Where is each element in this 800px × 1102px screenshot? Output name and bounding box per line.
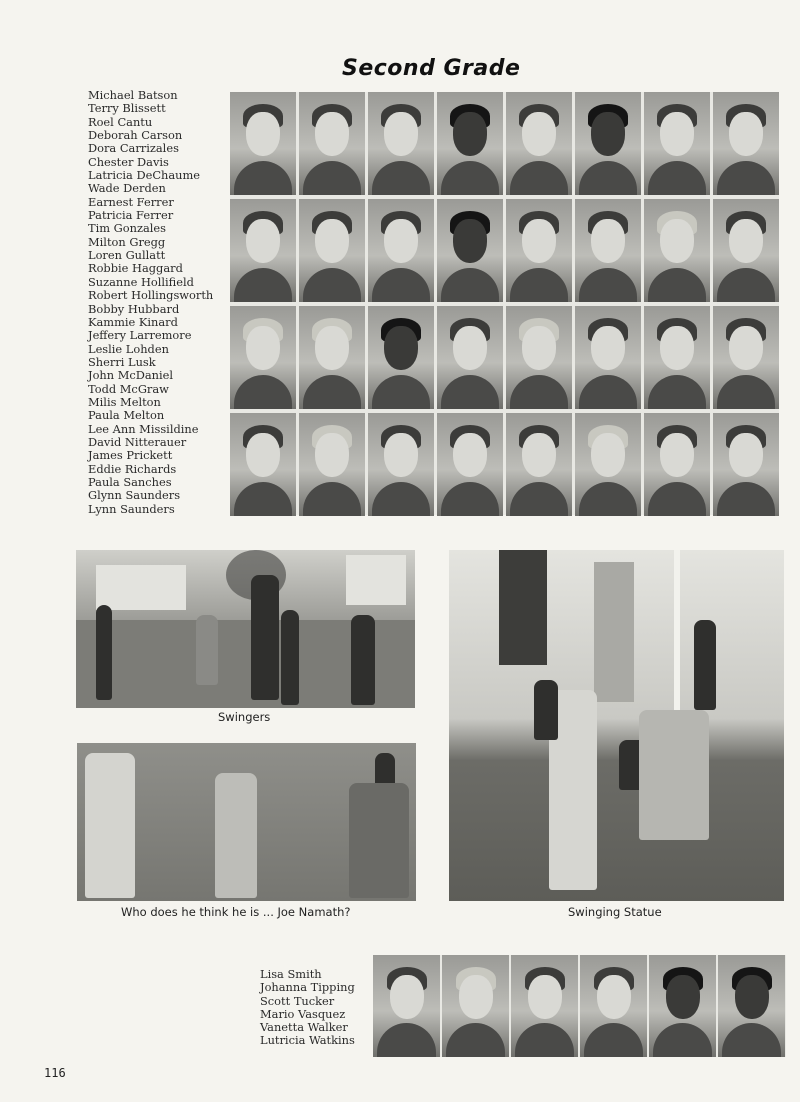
student-name: Johanna Tipping bbox=[260, 980, 355, 995]
student-name: Paula Sanches bbox=[88, 474, 172, 489]
student-name: Bobby Hubbard bbox=[88, 301, 180, 316]
student-portrait bbox=[713, 92, 779, 195]
namath-photo bbox=[77, 743, 416, 901]
student-name: Patricia Ferrer bbox=[88, 208, 174, 223]
student-name: Paula Melton bbox=[88, 408, 165, 423]
student-portrait bbox=[437, 199, 503, 302]
student-portrait bbox=[230, 413, 296, 516]
student-name: Robbie Haggard bbox=[88, 261, 183, 276]
student-portrait bbox=[299, 92, 365, 195]
portrait-grid bbox=[230, 92, 779, 515]
student-portrait bbox=[230, 92, 296, 195]
student-portrait bbox=[644, 413, 710, 516]
student-portrait bbox=[649, 955, 716, 1057]
student-portrait bbox=[368, 92, 434, 195]
student-name: Loren Gullatt bbox=[88, 248, 166, 263]
student-name: Lutricia Watkins bbox=[260, 1033, 355, 1048]
student-name-list bbox=[88, 89, 213, 516]
student-name: Milis Melton bbox=[88, 394, 161, 409]
student-name: David Nitterauer bbox=[88, 434, 187, 449]
student-portrait bbox=[506, 199, 572, 302]
portrait-grid-2 bbox=[373, 955, 786, 1057]
student-portrait bbox=[713, 199, 779, 302]
student-portrait bbox=[644, 199, 710, 302]
student-portrait bbox=[718, 955, 785, 1057]
student-portrait bbox=[506, 306, 572, 409]
student-name: Lynn Saunders bbox=[88, 501, 175, 516]
student-name: John McDaniel bbox=[88, 368, 174, 383]
student-name: Jeffery Larremore bbox=[88, 328, 192, 343]
student-portrait bbox=[437, 306, 503, 409]
student-name: Todd McGraw bbox=[88, 381, 169, 396]
student-portrait bbox=[299, 413, 365, 516]
student-name: Chester Davis bbox=[88, 154, 169, 169]
student-name: Deborah Carson bbox=[88, 128, 183, 143]
student-name: Michael Batson bbox=[88, 88, 178, 102]
swinging-statue-caption: Swinging Statue bbox=[568, 905, 662, 919]
student-name: Leslie Lohden bbox=[88, 341, 169, 356]
student-name: Scott Tucker bbox=[260, 993, 335, 1008]
swingers-caption: Swingers bbox=[218, 710, 271, 724]
student-portrait bbox=[580, 955, 647, 1057]
student-name: Dora Carrizales bbox=[88, 141, 179, 156]
student-portrait bbox=[230, 199, 296, 302]
page-title: Second Grade bbox=[342, 56, 521, 81]
student-name: Mario Vasquez bbox=[260, 1006, 346, 1021]
student-portrait bbox=[368, 306, 434, 409]
student-name: Milton Gregg bbox=[88, 234, 166, 249]
student-name: Glynn Saunders bbox=[88, 488, 181, 503]
student-portrait bbox=[442, 955, 509, 1057]
student-name: Robert Hollingsworth bbox=[88, 288, 214, 303]
swingers-photo bbox=[76, 550, 415, 708]
student-name: Latricia DeChaume bbox=[88, 168, 201, 183]
student-name: Roel Cantu bbox=[88, 114, 153, 129]
student-name: Kammie Kinard bbox=[88, 314, 178, 329]
student-portrait bbox=[230, 306, 296, 409]
swinging-statue-photo bbox=[449, 550, 784, 901]
student-portrait bbox=[373, 955, 440, 1057]
student-name: Eddie Richards bbox=[88, 461, 177, 476]
student-name: Lee Ann Missildine bbox=[88, 421, 199, 436]
namath-caption: Who does he think he is ... Joe Namath? bbox=[121, 905, 351, 919]
student-portrait bbox=[575, 413, 641, 516]
student-portrait bbox=[299, 306, 365, 409]
student-portrait bbox=[575, 199, 641, 302]
student-portrait bbox=[644, 92, 710, 195]
student-portrait bbox=[437, 413, 503, 516]
student-portrait bbox=[511, 955, 578, 1057]
student-name: Wade Derden bbox=[88, 181, 166, 196]
student-portrait bbox=[713, 413, 779, 516]
student-name: Tim Gonzales bbox=[88, 221, 166, 236]
page-number: 116 bbox=[44, 1066, 66, 1080]
student-name: Terry Blissett bbox=[88, 101, 166, 116]
student-name: Lisa Smith bbox=[260, 967, 322, 981]
student-portrait bbox=[575, 306, 641, 409]
student-portrait bbox=[713, 306, 779, 409]
student-portrait bbox=[437, 92, 503, 195]
student-name: Vanetta Walker bbox=[260, 1020, 348, 1035]
student-portrait bbox=[368, 413, 434, 516]
student-name: Sherri Lusk bbox=[88, 354, 156, 369]
student-portrait bbox=[299, 199, 365, 302]
student-portrait bbox=[575, 92, 641, 195]
student-name: Earnest Ferrer bbox=[88, 194, 174, 209]
student-name-list-2 bbox=[260, 968, 355, 1048]
student-portrait bbox=[644, 306, 710, 409]
student-portrait bbox=[368, 199, 434, 302]
student-portrait bbox=[506, 92, 572, 195]
student-name: Suzanne Hollifield bbox=[88, 274, 194, 289]
student-name: James Prickett bbox=[88, 448, 173, 463]
student-portrait bbox=[506, 413, 572, 516]
